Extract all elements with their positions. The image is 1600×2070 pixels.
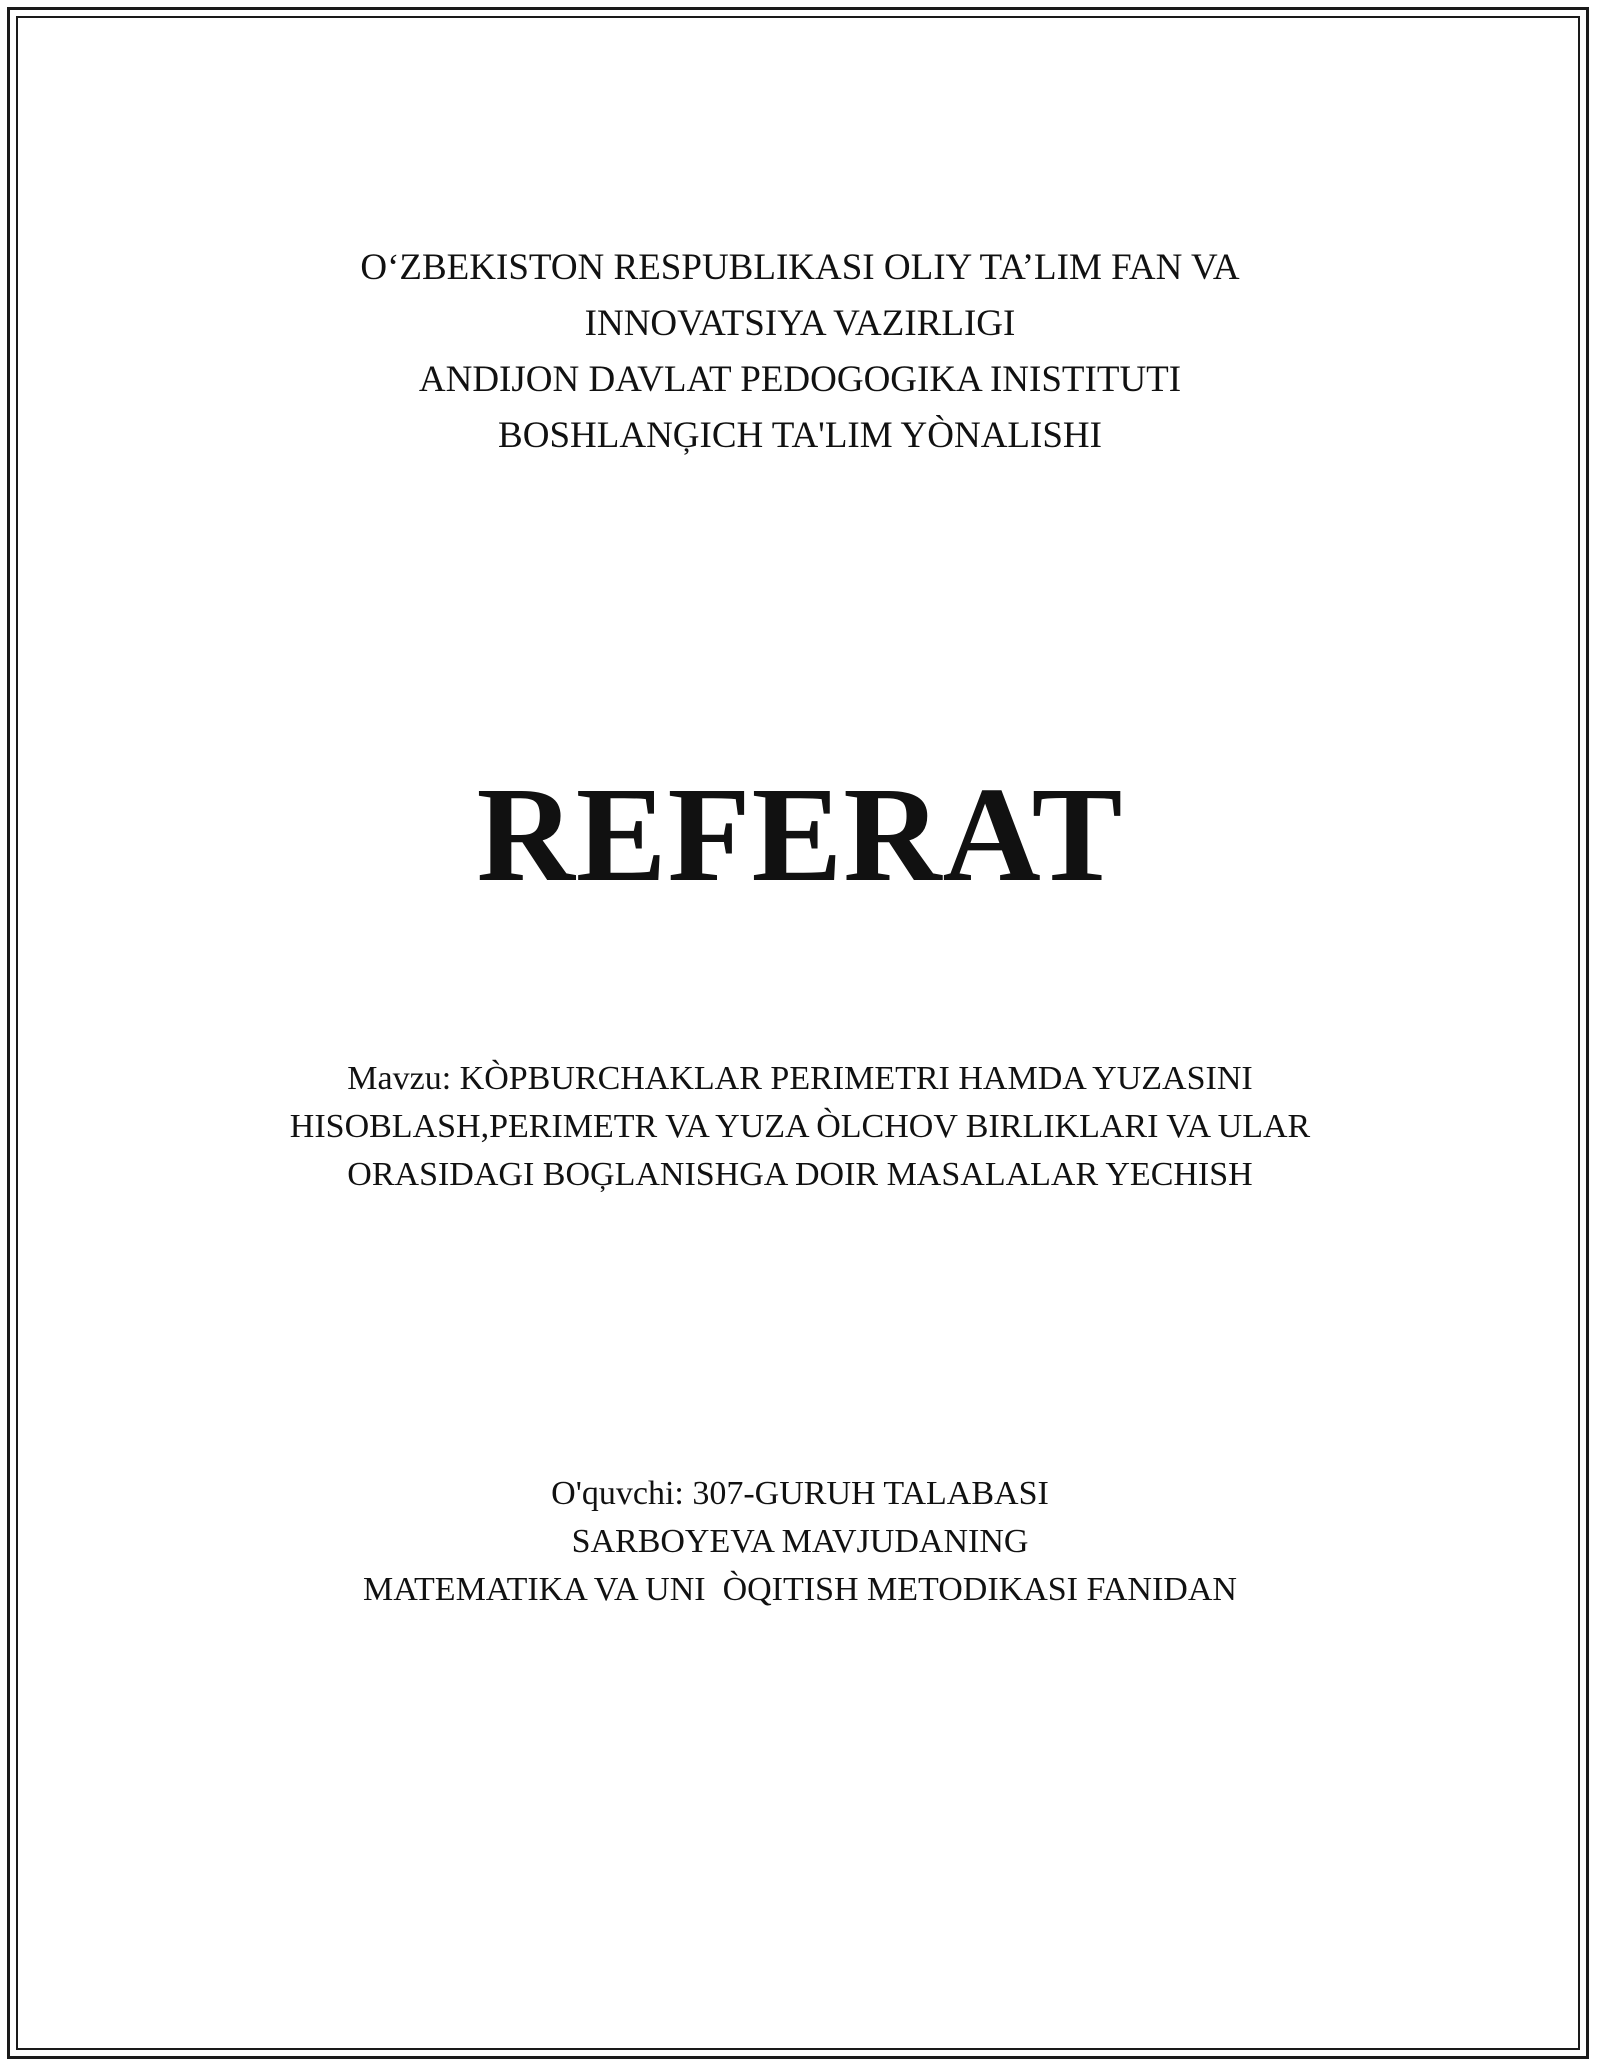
topic-line-1: Mavzu: KÒPBURCHAKLAR PERIMETRI HAMDA YUZASINI <box>347 1060 1253 1097</box>
header-line-3: ANDIJON DAVLAT PEDOGOGIKA INISTITUTI <box>418 359 1182 400</box>
topic-line-2: HISOBLASH,PERIMETR VA YUZA ÒLCHOV BIRLIKLARI VA ULAR <box>289 1108 1311 1145</box>
student-line-2: SARBOYEVA MAVJUDANING <box>571 1523 1029 1560</box>
header-line-2: INNOVATSIYA VAZIRLIGI <box>584 303 1016 344</box>
student-line-1: O'quvchi: 307-GURUH TALABASI <box>551 1475 1049 1512</box>
topic-line-3: ORASIDAGI BOĢLANISHGA DOIR MASALALAR YECHISH <box>347 1156 1253 1193</box>
header-line-4: BOSHLANĢICH TA'LIM YÒNALISHI <box>498 415 1102 456</box>
student-line-3: MATEMATIKA VA UNI ÒQITISH METODIKASI FANIDAN <box>363 1571 1237 1608</box>
topic-block <box>0 1055 1600 1199</box>
institution-header <box>0 240 1600 464</box>
document-title-block <box>0 755 1600 915</box>
document-title: REFERAT <box>476 760 1124 910</box>
student-block <box>0 1470 1600 1614</box>
header-line-1: O‘ZBEKISTON RESPUBLIKASI OLIY TA’LIM FAN VA <box>360 247 1240 288</box>
